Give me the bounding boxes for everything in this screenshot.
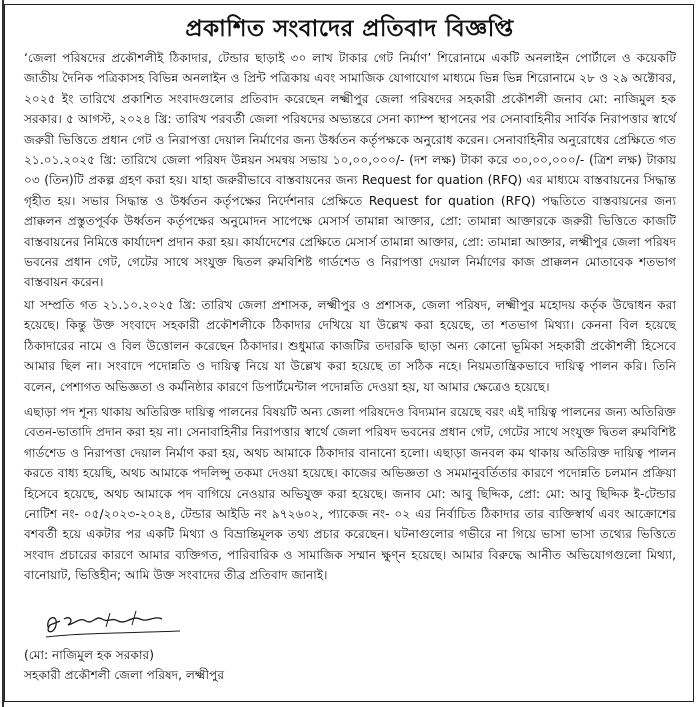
paragraph-3: এছাড়া পদ শূন্য থাকায় অতিরিক্ত দায়িত্ব পালনের বিষয়টি অন্য জেলা পরিষদেও বিদ্যমান রয়েছে বরং এই দায়িত্ব পালনের জন্য অতিরিক্ত বেতন-ভাতাদি প্রদান করা হয় না। সেনাবাহিনীর নিরাপত্তার স্বার্থে জেলা পরিষদ ভবনের প্রধান গেট, গেটের সাথে সংযুক্ত দ্বিতল রুমবিশিষ্ট গার্ডশেড ও নিরাপত্তা দেয়াল নির্মাণ করা হয়, অথচ আমাকে ঠিকাদার বানানো হলো। এছাড়া জনবল কম থাকায় অতিরিক্ত দায়িত্ব পালন করতে বাধ্য হয়েছি, অথচ আমাকে পদলিপ্সু তকমা দেওয়া হয়েছে। কাজের অভিজ্ঞতা ও সমমানুবর্তিতার কারণে পদোন্নতি চলমান প্রক্রিয়া হিসেবে হয়েছে, অথচ আমাকে পদ বাগিয়ে নেওয়ার অভিযুক্ত করা হয়েছে। জনাব মো: আবু ছিদ্দিক, প্রো: মো: আবু ছিদ্দিক ই-টেন্ডার নোটিশ নং- ০৫/২০২৩-২০২৪, টেন্ডার আইডি নং ৯৭২৬০২, প্যাকেজ নং- ০২ এর নির্বাচিত ঠিকাদার তার ব্যক্তিস্বার্থ এবং আক্রোশের বশবর্তী হয়ে একটার পর একটি মিথ্যা ও বিভ্রান্তিমূলক তথ্য প্রচার করেছেন। ঘটনাগুলোর গভীরে না গিয়ে ভাসা ভাসা তথ্যের ভিত্তিতে সংবাদ প্রচারের কারণে আমার ব্যক্তিগত, পারিবারিক ও সামাজিক সম্মান ক্ষুণ্ন হয়েছে। আমার বিরুদ্ধে আনীত অভিযোগগুলো মিথ্যা, বানোয়াট, ভিত্তিহীন; আমি উক্ত সংবাদের তীব্র প্রতিবাদ জানাই। [24, 404, 676, 583]
notice-title: প্রকাশিত সংবাদের প্রতিবাদ বিজ্ঞপ্তি [185, 16, 514, 42]
signatory-name: (মো: নাজিমুল হক সরকার) [24, 648, 154, 662]
paragraph-2: যা সম্প্রতি গত ২১.১০.২০২৫ খ্রি: তারিখ জেলা প্রশাসক, লক্ষ্মীপুর ও প্রশাসক, জেলা পরিষদ, লক্ষ্মীপুর মহোদয় কর্তৃক উদ্বোধন করা হয়েছে। কিন্তু উক্ত সংবাদে সহকারী প্রকৌশলীকে ঠিকাদার দেখিয়ে যা উল্লেখ করা হয়েছে, তা শতভাগ মিথ্যা। কেননা বিল হয়েছে ঠিকাদারের নামে ও বিল উত্তোলন করেছেন ঠিকাদার। শুধুমাত্র কাজটির তদারকি ছাড়া অন্য কোনো ভূমিকা সহকারী প্রকৌশলী হিসেবে আমার ছিল না। সংবাদে পদোন্নতি ও দায়িত্ব নিয়ে যা উল্লেখ করা হয়েছে তা সঠিক নহে। নিয়মতান্ত্রিকভাবে দায়িত্ব পালন করি। তিনি বলেন, পেশাগত অভিজ্ঞতা ও কর্মনিষ্ঠার কারণে ডিপার্টমেন্টাল পদোন্নতি দেওয়া হয়, যা আমার ক্ষেত্রেও হয়েছে। [24, 297, 676, 394]
handwritten-signature [40, 603, 190, 643]
signatory-title: সহকারী প্রকৌশলী জেলা পরিষদ, লক্ষ্মীপুর [24, 668, 225, 682]
signature-block [24, 645, 624, 685]
page-edge-rule [2, 0, 4, 707]
paragraph-1: ‘জেলা পরিষদের প্রকৌশলীই ঠিকাদার, টেন্ডার ছাড়াই ৩০ লাখ টাকার গেট নির্মাণ’ শিরোনামে একটি অনলাইন পোর্টালে ও কয়েকটি জাতীয় দৈনিক পত্রিকাসহ বিভিন্ন অনলাইন ও প্রিন্ট পত্রিকায় এবং সামাজিক যোগাযোগ মাধ্যমে ভিন্ন ভিন্ন শিরোনামে ২৮ ও ২৯ অক্টোবর, ২০২৫ ইং তারিখে প্রকাশিত সংবাদগুলোর প্রতিবাদ করেছেন লক্ষ্মীপুর জেলা পরিষদের সহকারী প্রকৌশলী জনাব মো: নাজিমুল হক সরকার। ৫ আগস্ট, ২০২৪ খ্রি: তারিখ পরবর্তী জেলা পরিষদের অভ্যন্তরে সেনা ক্যাম্প স্থাপনের পর সেনাবাহিনীর সার্বিক নিরাপত্তার স্বার্থে জরুরী ভিত্তিতে প্রধান গেট ও নিরাপত্তা দেয়াল নির্মাণের জন্য উর্ধ্বতন কর্তৃপক্ষকে অনুরোধ করেন। সেনাবাহিনীর অনুরোধের প্রেক্ষিতে গত ২১.০১.২০২৫ খ্রি: তারিখে জেলা পরিষদ উন্নয়ন সমন্বয় সভায় ১০,০০,০০০/- (দশ লক্ষ) টাকা করে ৩০,০০,০০০/- (ত্রিশ লক্ষ) টাকায় ০৩ (তিন)টি প্রকল্প গ্রহণ করা হয়। যাহা জরুরীভাবে বাস্তবায়নের জন্য Request for quation (RFQ) এর মাধ্যমে বাস্তবায়নের সিদ্ধান্ত গৃহীত হয়। সভার সিদ্ধান্ত ও উর্ধ্বতন কর্তৃপক্ষের নির্দেশনার প্রেক্ষিতে Request for quation (RFQ) পদ্ধতিতে বাস্তবায়নের জন্য প্রাক্কলন প্রস্তুতপূর্বক উর্ধ্বতন কর্তৃপক্ষের অনুমোদন সাপেক্ষে মেসার্স তামান্না আক্তার, প্রো: তামান্না আক্তারকে জরুরী ভিত্তিতে কাজটি বাস্তবায়নের নিমিত্তে কার্যাদেশ প্রদান করা হয়। কার্যাদেশের প্রেক্ষিতে মেসার্স তামান্না আক্তার, প্রো: তামান্না আক্তার, লক্ষ্মীপুর জেলা পরিষদ ভবনের প্রধান গেট, গেটের সাথে সংযুক্ত দ্বিতল রুমবিশিষ্ট গার্ডশেড ও নিরাপত্তা দেয়াল নির্মাণের কাজ প্রাক্কলন মোতাবেক শতভাগ বাস্তবায়ন করেন। [24, 51, 676, 290]
notice-body [24, 48, 676, 591]
